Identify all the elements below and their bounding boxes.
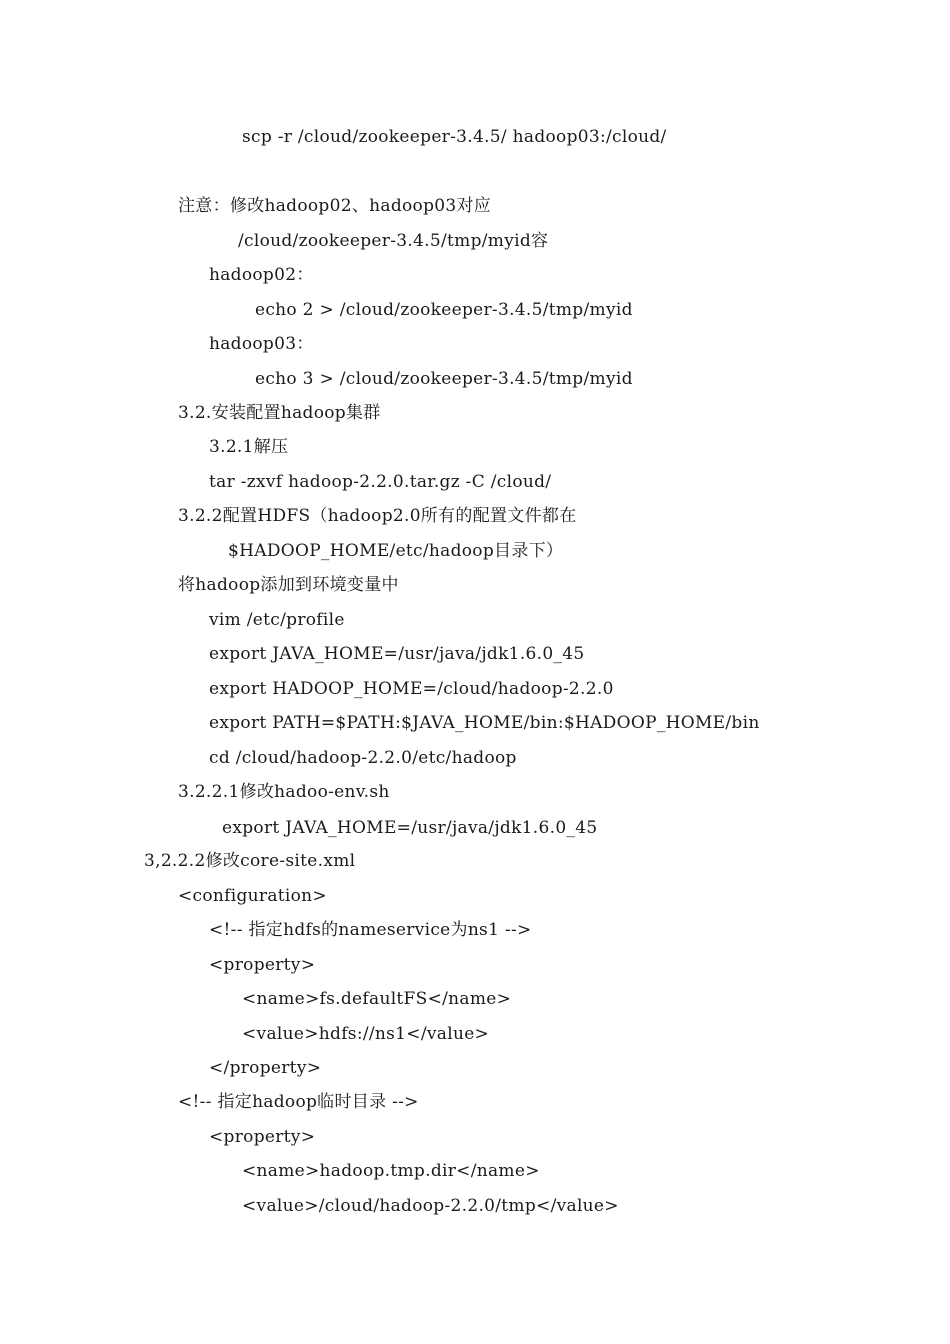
text-line: vim /etc/profile [209, 610, 345, 630]
section-heading: 3.2.安装配置hadoop集群 [178, 403, 381, 423]
text-line: </property> [209, 1058, 322, 1078]
section-heading: 3.2.2.1修改hadoo-env.sh [178, 782, 390, 802]
text-line: <property> [209, 1127, 316, 1147]
text-line: export JAVA_HOME=/usr/java/jdk1.6.0_45 [222, 818, 598, 838]
text-line: scp -r /cloud/zookeeper-3.4.5/ hadoop03:/cloud/ [242, 127, 667, 147]
text-line: $HADOOP_HOME/etc/hadoop目录下） [228, 541, 564, 561]
section-heading: 3.2.1解压 [209, 437, 289, 457]
text-line: export PATH=$PATH:$JAVA_HOME/bin:$HADOOP_HOME/bin [209, 713, 760, 733]
text-line: cd /cloud/hadoop-2.2.0/etc/hadoop [209, 748, 517, 768]
text-line: 将hadoop添加到环境变量中 [178, 575, 399, 595]
text-line: export HADOOP_HOME=/cloud/hadoop-2.2.0 [209, 679, 614, 699]
text-line: 注意：修改hadoop02、hadoop03对应 [178, 196, 492, 216]
section-heading: 3,2.2.2修改core-site.xml [144, 851, 356, 871]
text-line: hadoop03： [209, 334, 314, 354]
text-line: <configuration> [178, 886, 327, 906]
section-heading: 3.2.2配置HDFS（hadoop2.0所有的配置文件都在 [178, 506, 577, 526]
text-line: hadoop02： [209, 265, 314, 285]
text-line: <name>hadoop.tmp.dir</name> [242, 1161, 540, 1181]
text-line: <!-- 指定hdfs的nameservice为ns1 --> [209, 920, 532, 940]
text-line: <value>hdfs://ns1</value> [242, 1024, 490, 1044]
text-line: <name>fs.defaultFS</name> [242, 989, 512, 1009]
text-line: <property> [209, 955, 316, 975]
text-line: export JAVA_HOME=/usr/java/jdk1.6.0_45 [209, 644, 585, 664]
text-line: /cloud/zookeeper-3.4.5/tmp/myid容 [238, 231, 549, 251]
text-line: tar -zxvf hadoop-2.2.0.tar.gz -C /cloud/ [209, 472, 552, 492]
text-line: echo 2 > /cloud/zookeeper-3.4.5/tmp/myid [255, 300, 633, 320]
text-line: <value>/cloud/hadoop-2.2.0/tmp</value> [242, 1196, 619, 1216]
text-line: <!-- 指定hadoop临时目录 --> [178, 1092, 419, 1112]
text-line: echo 3 > /cloud/zookeeper-3.4.5/tmp/myid [255, 369, 633, 389]
